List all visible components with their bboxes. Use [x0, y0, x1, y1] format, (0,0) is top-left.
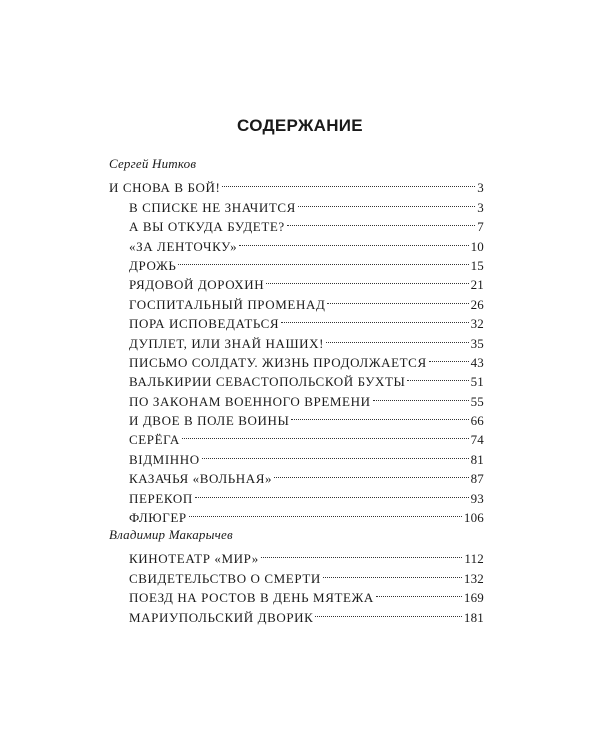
- toc-entry-page: 3: [477, 199, 484, 215]
- toc-entry-page: 81: [470, 451, 484, 467]
- toc-entry-page: 55: [470, 393, 484, 409]
- dot-leader: [188, 503, 463, 522]
- toc-entry-page: 66: [470, 413, 484, 429]
- dot-leader: [406, 367, 469, 386]
- toc-entry-page: 169: [463, 590, 484, 606]
- toc-entry-page: 93: [470, 490, 484, 506]
- toc-entry-page: 43: [470, 354, 484, 370]
- toc-entry: [109, 173, 484, 196]
- toc-entry-title: МАРИУПОЛЬСКИЙ ДВОРИК: [129, 609, 314, 625]
- dot-leader: [181, 425, 470, 444]
- toc-entry-title: СЕРЁГА: [129, 432, 180, 448]
- toc-entry-title: ГОСПИТАЛЬНЫЙ ПРОМЕНАД: [129, 296, 326, 312]
- author-name: Сергей Нитков: [109, 156, 197, 171]
- dot-leader: [238, 231, 469, 250]
- dot-leader: [260, 544, 463, 563]
- dot-leader: [280, 309, 469, 328]
- toc-entry-page: 15: [470, 257, 484, 273]
- toc-entry-page: 32: [470, 316, 484, 332]
- toc-entry-page: 10: [470, 238, 484, 254]
- dot-leader: [290, 406, 469, 425]
- dot-leader: [201, 444, 470, 463]
- toc-entry-page: 106: [463, 510, 484, 526]
- page-title: СОДЕРЖАНИЕ: [237, 116, 363, 135]
- toc-entry: [109, 544, 484, 567]
- toc-entry-title: ПИСЬМО СОЛДАТУ. ЖИЗНЬ ПРОДОЛЖАЕТСЯ: [129, 354, 427, 370]
- dot-leader: [177, 251, 469, 270]
- toc-entry-page: 87: [470, 471, 484, 487]
- author-name: Владимир Макарычев: [109, 527, 233, 543]
- toc-entry-page: 181: [463, 609, 484, 625]
- dot-leader: [375, 583, 463, 602]
- table-of-contents: [109, 154, 484, 625]
- dot-leader: [265, 270, 469, 289]
- dot-leader: [297, 192, 476, 211]
- dot-leader: [326, 289, 469, 308]
- dot-leader: [325, 328, 470, 347]
- toc-entry-title: РЯДОВОЙ ДОРОХИН: [129, 277, 265, 293]
- dot-leader: [322, 563, 463, 582]
- dot-leader: [286, 212, 477, 231]
- toc-entry-page: 3: [477, 180, 484, 196]
- toc-entry-title: КАЗАЧЬЯ «ВОЛЬНАЯ»: [129, 471, 273, 487]
- toc-entry-title: ФЛЮГЕР: [129, 510, 187, 526]
- toc-entry-page: 112: [464, 551, 484, 567]
- toc-entry-title: А ВЫ ОТКУДА БУДЕТЕ?: [129, 219, 285, 235]
- toc-entry-page: 51: [470, 374, 484, 390]
- dot-leader: [194, 483, 470, 502]
- toc-entry-page: 35: [470, 335, 484, 351]
- dot-leader: [314, 602, 462, 621]
- dot-leader: [428, 348, 470, 367]
- toc-entry-title: ВІДМІННО: [129, 451, 200, 467]
- toc-entry-title: ПО ЗАКОНАМ ВОЕННОГО ВРЕМЕНИ: [129, 393, 371, 409]
- dot-leader: [221, 173, 476, 192]
- toc-entry-title: В СПИСКЕ НЕ ЗНАЧИТСЯ: [129, 199, 296, 215]
- toc-entry-page: 26: [470, 296, 484, 312]
- toc-entry-title: КИНОТЕАТР «МИР»: [129, 551, 259, 567]
- toc-entry-title: ПОЕЗД НА РОСТОВ В ДЕНЬ МЯТЕЖА: [129, 590, 374, 606]
- dot-leader: [372, 386, 470, 405]
- toc-entry-title: ДУПЛЕТ, ИЛИ ЗНАЙ НАШИХ!: [129, 335, 325, 351]
- toc-entry-title: ВАЛЬКИРИИ СЕВАСТОПОЛЬСКОЙ БУХТЫ: [129, 374, 406, 390]
- toc-entry-page: 132: [463, 570, 484, 586]
- toc-entry-title: СВИДЕТЕЛЬСТВО О СМЕРТИ: [129, 570, 321, 586]
- toc-entry-title: И СНОВА В БОЙ!: [109, 180, 221, 196]
- toc-entry-page: 21: [470, 277, 484, 293]
- toc-entry-title: ДРОЖЬ: [129, 257, 177, 273]
- toc-entry-title: ПЕРЕКОП: [129, 490, 193, 506]
- toc-entry-title: «ЗА ЛЕНТОЧКУ»: [129, 238, 238, 254]
- toc-entry-title: И ДВОЕ В ПОЛЕ ВОИНЫ: [129, 413, 290, 429]
- dot-leader: [273, 464, 469, 483]
- toc-entry-page: 74: [470, 432, 484, 448]
- toc-entry-page: 7: [477, 219, 484, 235]
- toc-entry-title: ПОРА ИСПОВЕДАТЬСЯ: [129, 316, 280, 332]
